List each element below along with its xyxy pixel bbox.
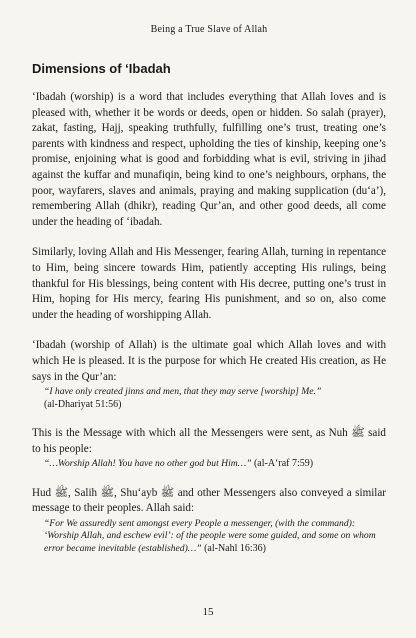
quote-text: “…Worship Allah! You have no other god but Him…” bbox=[44, 458, 252, 470]
quran-quote-dhariyat bbox=[44, 386, 386, 411]
page-number: 15 bbox=[202, 606, 214, 618]
quran-quote-araf bbox=[44, 458, 386, 471]
section-heading: Dimensions of ‘Ibadah bbox=[32, 61, 171, 76]
paragraph-ultimate-goal-block bbox=[32, 338, 386, 411]
paragraph-messengers-block bbox=[32, 426, 386, 471]
paragraph-messengers: This is the Message with which all the Messengers were sent, as Nuh ﷺ said to his people: bbox=[32, 427, 386, 455]
paragraph-ibadah-definition: ‘Ibadah (worship) is a word that includes everything that Allah loves and is pleased with, whether it be words or deeds, open or hidden. So salah (prayer), zakat, fasting, Hajj, speaking truthfully, fulfilling one’s trust, treating one’s parents with kindness and respect, upholding the ties of kinship, keeping one’s promise, enjoining what is good and forbidding what is evil, striving in jihad against the kuffar and munafiqin, being kind to one’s neighbours, orphans, the poor, wayfarers, slaves and animals, praying and making supplication (du‘a’), remembering Allah (dhikr), reading Qur’an, and other good deeds, all come under the heading of ‘ibadah. bbox=[32, 91, 386, 228]
running-head: Being a True Slave of Allah bbox=[150, 24, 268, 35]
paragraph-ultimate-goal: ‘Ibadah (worship of Allah) is the ultimate goal which Allah loves and with which He is pleased. It is the purpose for which He created His creation, as He says in the Qur’an: bbox=[32, 339, 386, 383]
quote-citation: (al-Nahl 16:36) bbox=[204, 542, 266, 554]
paragraph-inner-worship: Similarly, loving Allah and His Messenger, fearing Allah, turning in repentance to Him, being sincere towards Him, patiently accepting His rulings, being thankful for His blessings, being content with His decree, putting one’s trust in Him, hoping for His mercy, fearing His punishment, and so on, also come under the heading of worshipping Allah. bbox=[32, 246, 386, 321]
paragraph-other-messengers: Hud ﷺ, Salih ﷺ, Shu‘ayb ﷺ and other Messengers also conveyed a similar message to their peoples. Allah said: bbox=[32, 486, 386, 515]
quran-quote-nahl bbox=[44, 518, 386, 556]
quote-text: “I have only created jinns and men, that they may serve [worship] Me.” bbox=[44, 386, 322, 398]
paragraph-other-messengers-block bbox=[32, 486, 386, 556]
quote-text: “For We assuredly sent amongst every People a messenger, (with the command): ‘Worship Allah, and eschew evil’: of the people were some guided, and some on whom error became inevitable (established)…” bbox=[44, 517, 376, 554]
quote-citation: (al-Dhariyat 51:56) bbox=[44, 398, 122, 410]
quote-citation: (al-A‘raf 7:59) bbox=[253, 458, 314, 470]
